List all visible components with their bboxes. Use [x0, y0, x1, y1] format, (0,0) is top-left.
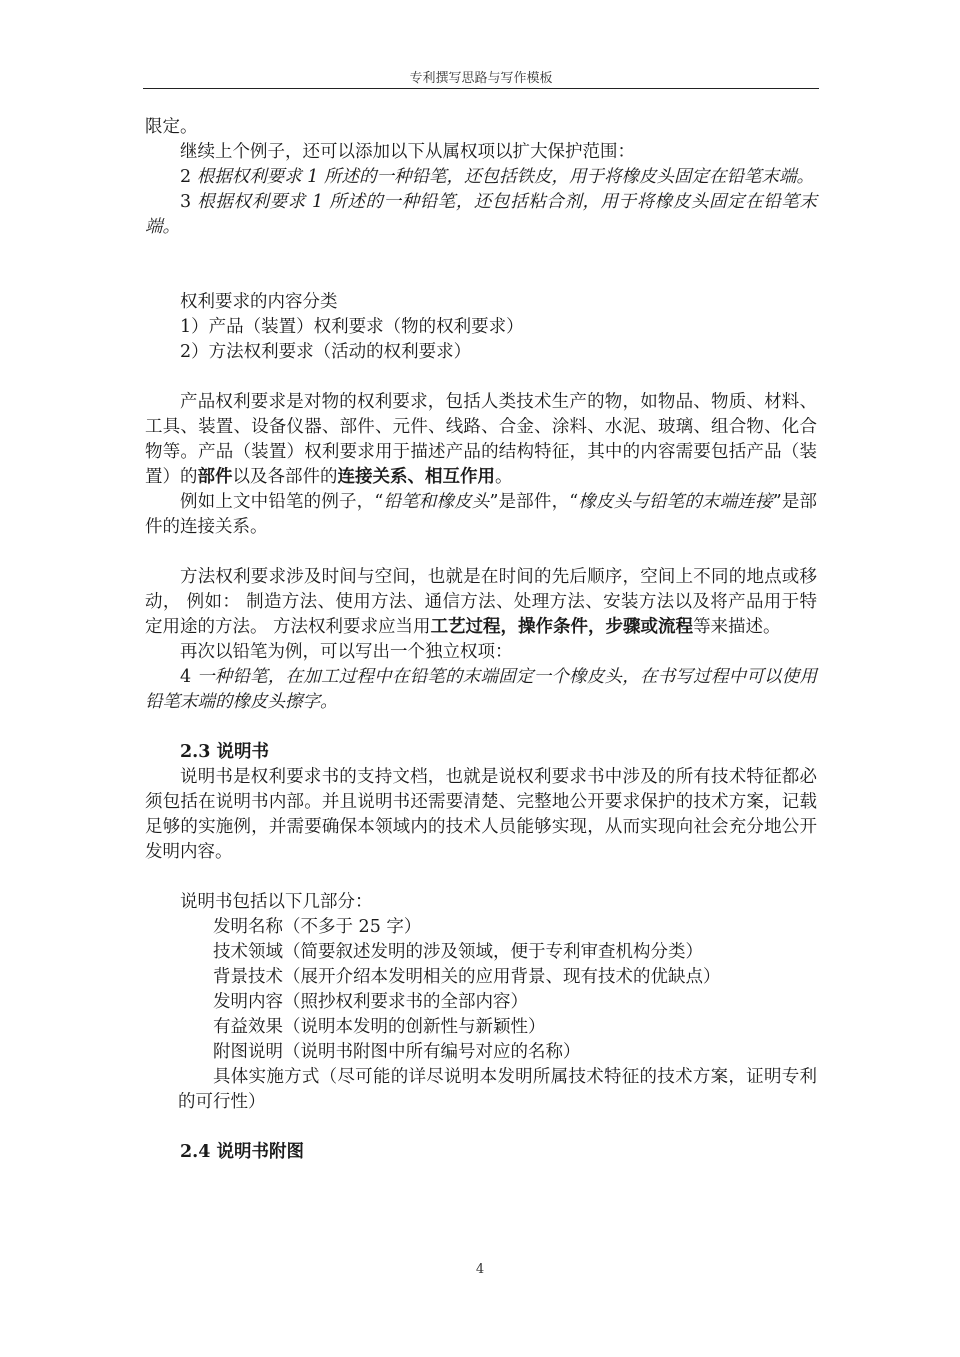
text-run: 例如上文中铅笔的例子，“: [180, 492, 384, 512]
emphasis-text: 工艺过程，操作条件，步骤或流程: [430, 617, 694, 637]
claim-number: 3: [180, 192, 192, 212]
list-item: 2）方法权利要求（活动的权利要求）: [180, 342, 472, 362]
emphasis-text: 部件: [197, 467, 233, 487]
list-item: 附图说明（说明书附图中所有编号对应的名称）: [213, 1042, 581, 1062]
italic-text: 铅笔和橡皮头: [383, 492, 490, 512]
text-run: 。: [495, 467, 513, 487]
claim-number: 2: [180, 167, 192, 187]
document-body: [145, 115, 817, 1165]
paragraph: [145, 490, 817, 540]
section-heading: 2.4 说明书附图: [180, 1142, 305, 1162]
list-item: 具体实施方式（尽可能的详尽说明本发明所属技术特征的技术方案，证明专利的可行性）: [178, 1067, 817, 1112]
text-run: ”是部件的连接关系。: [145, 492, 817, 537]
text-run: ”是部件，“: [489, 492, 579, 512]
text-run: 等来描述。: [693, 617, 781, 637]
subheading: 说明书包括以下几部分：: [180, 892, 373, 912]
page-header: 专利撰写思路与写作模板: [409, 71, 553, 86]
header-rule: [143, 88, 819, 89]
claim-4: [145, 665, 817, 715]
italic-text: 橡皮头与铅笔的末端连接: [578, 492, 773, 512]
section-heading: 2.3 说明书: [180, 742, 270, 762]
paragraph: [145, 565, 817, 640]
claim-number: 4: [180, 667, 192, 687]
paragraph: 继续上个例子，还可以添加以下从属权项以扩大保护范围：: [180, 142, 635, 162]
page-number: 4: [475, 1262, 485, 1277]
emphasis-text: 连接关系、相互作用: [337, 467, 495, 487]
claim-text: 根据权利要求 1 所述的一种铅笔，还包括铁皮，用于将橡皮头固定在铅笔末端。: [196, 167, 814, 187]
paragraph: 限定。: [145, 117, 198, 137]
claim-3: [145, 190, 817, 240]
text-run: 以及各部件的: [232, 467, 338, 487]
subheading: 权利要求的内容分类: [180, 292, 338, 312]
list-item: 背景技术（展开介绍本发明相关的应用背景、现有技术的优缺点）: [213, 967, 721, 987]
claim-text: 一种铅笔，在加工过程中在铅笔的末端固定一个橡皮头，在书写过程中可以使用铅笔末端的橡皮头擦字。: [145, 667, 817, 712]
list-item: 有益效果（说明本发明的创新性与新颖性）: [213, 1017, 546, 1037]
claim-2: [145, 165, 817, 190]
claim-text: 根据权利要求 1 所述的一种铅笔，还包括粘合剂，用于将橡皮头固定在铅笔末端。: [145, 192, 817, 237]
paragraph: [145, 390, 817, 490]
paragraph: 说明书是权利要求书的支持文档，也就是说权利要求书中涉及的所有技术特征都必须包括在说明书内部。并且说明书还需要清楚、完整地公开要求保护的技术方案，记载足够的实施例，并需要确保本领域内的技术人员能够实现，从而实现向社会充分地公开发明内容。: [145, 767, 817, 862]
list-item: 1）产品（装置）权利要求（物的权利要求）: [180, 317, 524, 337]
list-item: 发明名称（不多于 25 字）: [213, 917, 422, 937]
text-run: 方法权利要求涉及时间与空间，也就是在时间的先后顺序，空间上不同的地点或移动， 例如： 制造方法、使用方法、通信方法、处理方法、安装方法以及将产品用于特定用途的方法。 方法权利要求应当用: [145, 567, 817, 637]
list-item: 发明内容（照抄权利要求书的全部内容）: [213, 992, 528, 1012]
text-run: 产品权利要求是对物的权利要求，包括人类技术生产的物，如物品、物质、材料、工具、装置、设备仪器、部件、元件、线路、合金、涂料、水泥、玻璃、组合物、化合物等。产品（装置）权利要求用于描述产品的结构特征，其中的内容需要包括产品（装置）的: [145, 392, 817, 487]
paragraph: 再次以铅笔为例，可以写出一个独立权项：: [180, 642, 513, 662]
list-item: 技术领域（简要叙述发明的涉及领域，便于专利审查机构分类）: [213, 942, 703, 962]
